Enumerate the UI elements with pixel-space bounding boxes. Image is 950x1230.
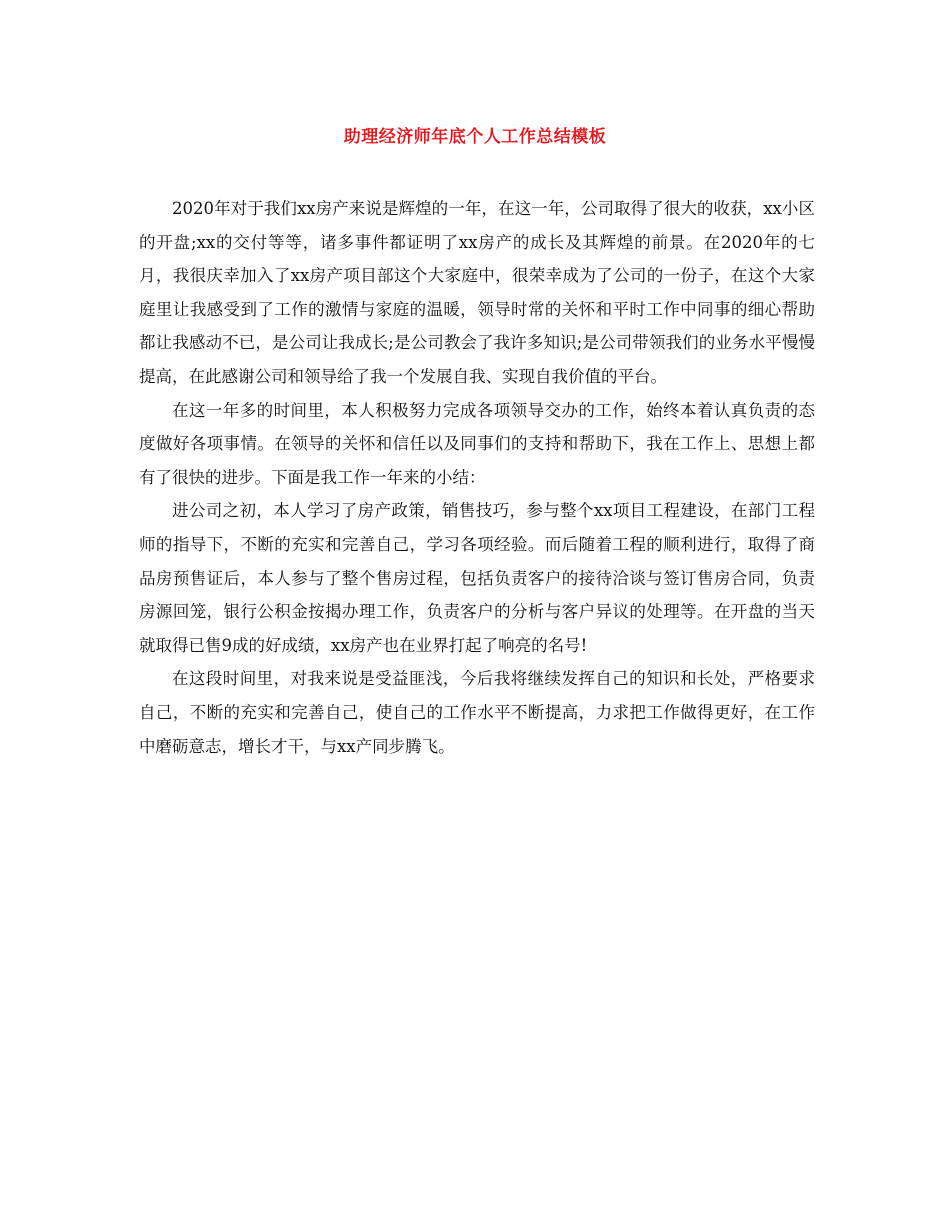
paragraph: 进公司之初，本人学习了房产政策，销售技巧，参与整个xx项目工程建设，在部门工程师的指导下，不断的充实和完善自己，学习各项经验。而后随着工程的顺利进行，取得了商品房预售证后，本人参与了整个售房过程，包括负责客户的接待洽谈与签订售房合同，负责房源回笼，银行公积金按揭办理工作，负责客户的分析与客户异议的处理等。在开盘的当天就取得已售9成的好成绩，xx房产也在业界打起了响亮的名号!	[139, 501, 815, 655]
document-title: 助理经济师年底个人工作总结模板	[343, 127, 607, 147]
paragraph: 在这段时间里，对我来说是受益匪浅，今后我将继续发挥自己的知识和长处，严格要求自己，不断的充实和完善自己，使自己的工作水平不断提高，力求把工作做得更好，在工作中磨砺意志，增长才干，与xx产同步腾飞。	[139, 669, 815, 756]
paragraph: 在这一年多的时间里，本人积极努力完成各项领导交办的工作，始终本着认真负责的态度做好各项事情。在领导的关怀和信任以及同事们的支持和帮助下，我在工作上、思想上都有了很快的进步。下面是我工作一年来的小结：	[139, 400, 815, 487]
paragraph: 2020年对于我们xx房产来说是辉煌的一年，在这一年，公司取得了很大的收获，xx小区的开盘;xx的交付等等，诸多事件都证明了xx房产的成长及其辉煌的前景。在2020年的七月，我很庆幸加入了xx房产项目部这个大家庭中，很荣幸成为了公司的一份子，在这个大家庭里让我感受到了工作的激情与家庭的温暖，领导时常的关怀和平时工作中同事的细心帮助都让我感动不已，是公司让我成长;是公司教会了我许多知识;是公司带领我们的业务水平慢慢提高，在此感谢公司和领导给了我一个发展自我、实现自我价值的平台。	[139, 199, 815, 386]
document-body	[139, 192, 815, 763]
